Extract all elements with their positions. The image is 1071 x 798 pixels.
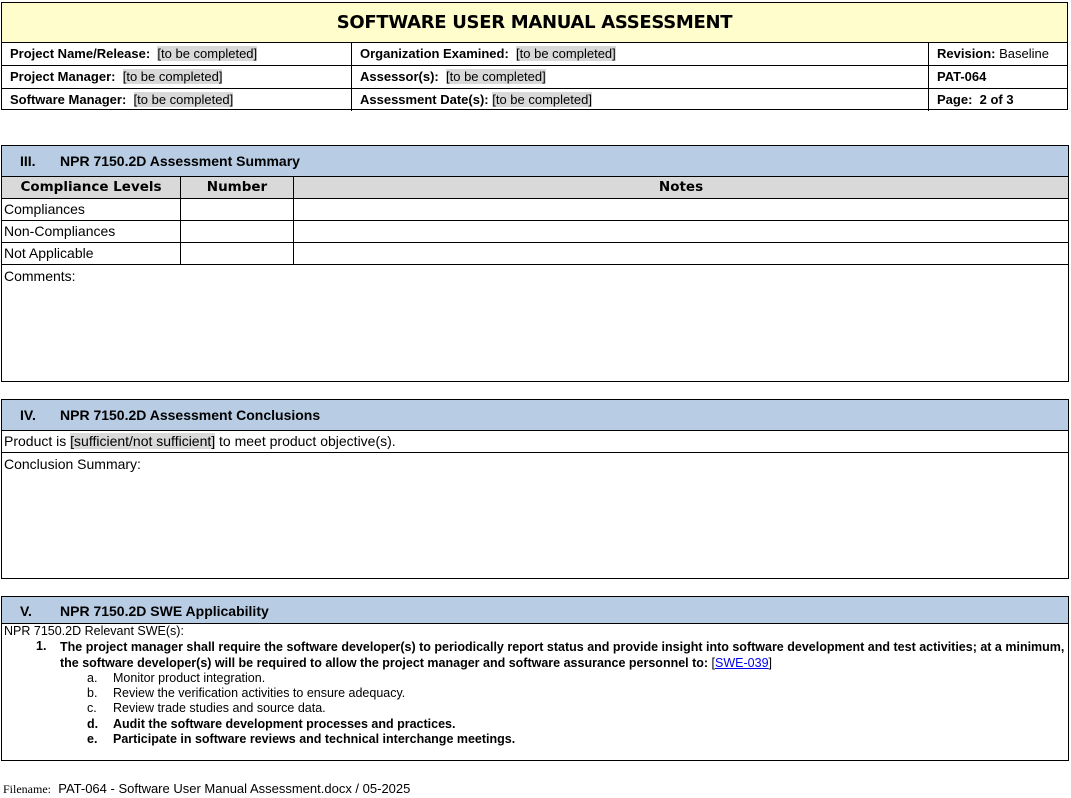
list-item-letter: e. [87,732,98,746]
filename-value: PAT-064 - Software User Manual Assessment.docx / 05-2025 [58,781,411,796]
column-header-notes: Notes [658,179,704,195]
header-row [2,89,1067,111]
section-number: V. [20,603,32,619]
notes-cell[interactable] [294,221,1068,242]
table-row [2,221,1068,243]
compliance-level-cell: Non-Compliances [2,221,181,242]
software-manager-cell [2,89,352,111]
page-label: Page: [937,92,973,107]
section-header [2,597,1068,624]
compliance-level-cell: Not Applicable [2,243,181,264]
comments-label: Comments: [4,268,76,284]
document-title: SOFTWARE USER MANUAL ASSESSMENT [2,3,1067,43]
compliance-level-cell: Compliances [2,199,181,220]
section-header [2,146,1068,177]
number-cell[interactable] [181,243,294,264]
page-number-cell [929,89,1069,111]
conclusion-summary-field[interactable] [2,453,1068,578]
project-manager-label: Project Manager: [10,69,116,84]
list-item-letter: d. [87,717,99,731]
section-number: III. [20,153,36,169]
project-name-label: Project Name/Release: [10,46,151,61]
project-manager-cell [2,66,352,88]
list-item-text: Review the verification activities to ensure adequacy. [113,686,406,700]
section-assessment-conclusions [1,399,1069,579]
requirement-text: The project manager shall require the software developer(s) to periodically report status and provide insight into software development and test activities; at a minimum, the software developer(s) will be required to allow the project manager and software assurance personnel to: [60,640,1065,670]
document-id-cell [929,66,1069,88]
document-header [1,2,1068,110]
revision-cell [929,43,1069,65]
list-item-letter: b. [87,686,98,700]
notes-cell[interactable] [294,199,1068,220]
section-assessment-summary [1,145,1069,382]
project-name-cell [2,43,352,65]
sufficiency-field[interactable]: [sufficient/not sufficient] [70,433,216,449]
item-number: 1. [36,639,47,653]
notes-cell[interactable] [294,243,1068,264]
column-header-compliance-levels: Compliance Levels [2,177,181,198]
software-manager-label: Software Manager: [10,92,127,107]
number-cell[interactable] [181,221,294,242]
project-manager-field[interactable]: [to be completed] [122,69,223,84]
section-number: IV. [20,407,36,423]
column-header-number: Number [181,177,294,198]
section-title: NPR 7150.2D Assessment Conclusions [60,407,321,423]
number-cell[interactable] [181,199,294,220]
section-title: NPR 7150.2D SWE Applicability [60,603,269,619]
assessment-dates-label: Assessment Date(s): [360,92,489,107]
section-header [2,400,1068,431]
organization-examined-cell [352,43,929,65]
list-item-text: Review trade studies and source data. [113,701,326,715]
list-item-text: Monitor product integration. [113,671,266,685]
section-title: NPR 7150.2D Assessment Summary [60,153,300,169]
revision-value: Baseline [999,46,1050,61]
document-id: PAT-064 [937,69,987,84]
project-name-field[interactable]: [to be completed] [157,46,258,61]
organization-examined-label: Organization Examined: [360,46,509,61]
swe-content [2,624,1068,760]
assessors-label: Assessor(s): [360,69,439,84]
list-item-text: Audit the software development processes and practices. [113,717,456,731]
page-number: 2 of 3 [979,92,1014,107]
revision-label: Revision: [937,46,996,61]
conclusion-summary-label: Conclusion Summary: [4,456,141,472]
comments-field[interactable] [2,265,1068,381]
list-item-letter: a. [87,671,98,685]
assessors-cell [352,66,929,88]
filename-label: Filename: [3,782,51,796]
list-item-letter: c. [87,701,97,715]
summary-table-header [2,177,1068,199]
assessors-field[interactable]: [to be completed] [446,69,546,84]
assessment-dates-field[interactable]: [to be completed] [492,92,592,107]
software-manager-field[interactable]: [to be completed] [133,92,234,107]
product-sufficiency-row [2,431,1068,453]
link-bracket-close: ] [768,656,773,670]
header-row [2,43,1067,66]
table-row [2,243,1068,265]
organization-examined-field[interactable]: [to be completed] [516,46,616,61]
product-prefix: Product is [4,433,71,449]
swe-requirement-text [60,639,1065,671]
relevant-swe-intro: NPR 7150.2D Relevant SWE(s): [4,624,184,638]
swe-039-link[interactable]: SWE-039 [715,656,769,670]
assessment-dates-cell [352,89,929,111]
header-row [2,66,1067,89]
list-item-text: Participate in software reviews and technical interchange meetings. [113,732,516,746]
page-footer [3,781,410,797]
product-suffix: to meet product objective(s). [215,433,396,449]
table-row [2,199,1068,221]
link-bracket-open: [ [711,656,716,670]
section-swe-applicability [1,596,1069,761]
